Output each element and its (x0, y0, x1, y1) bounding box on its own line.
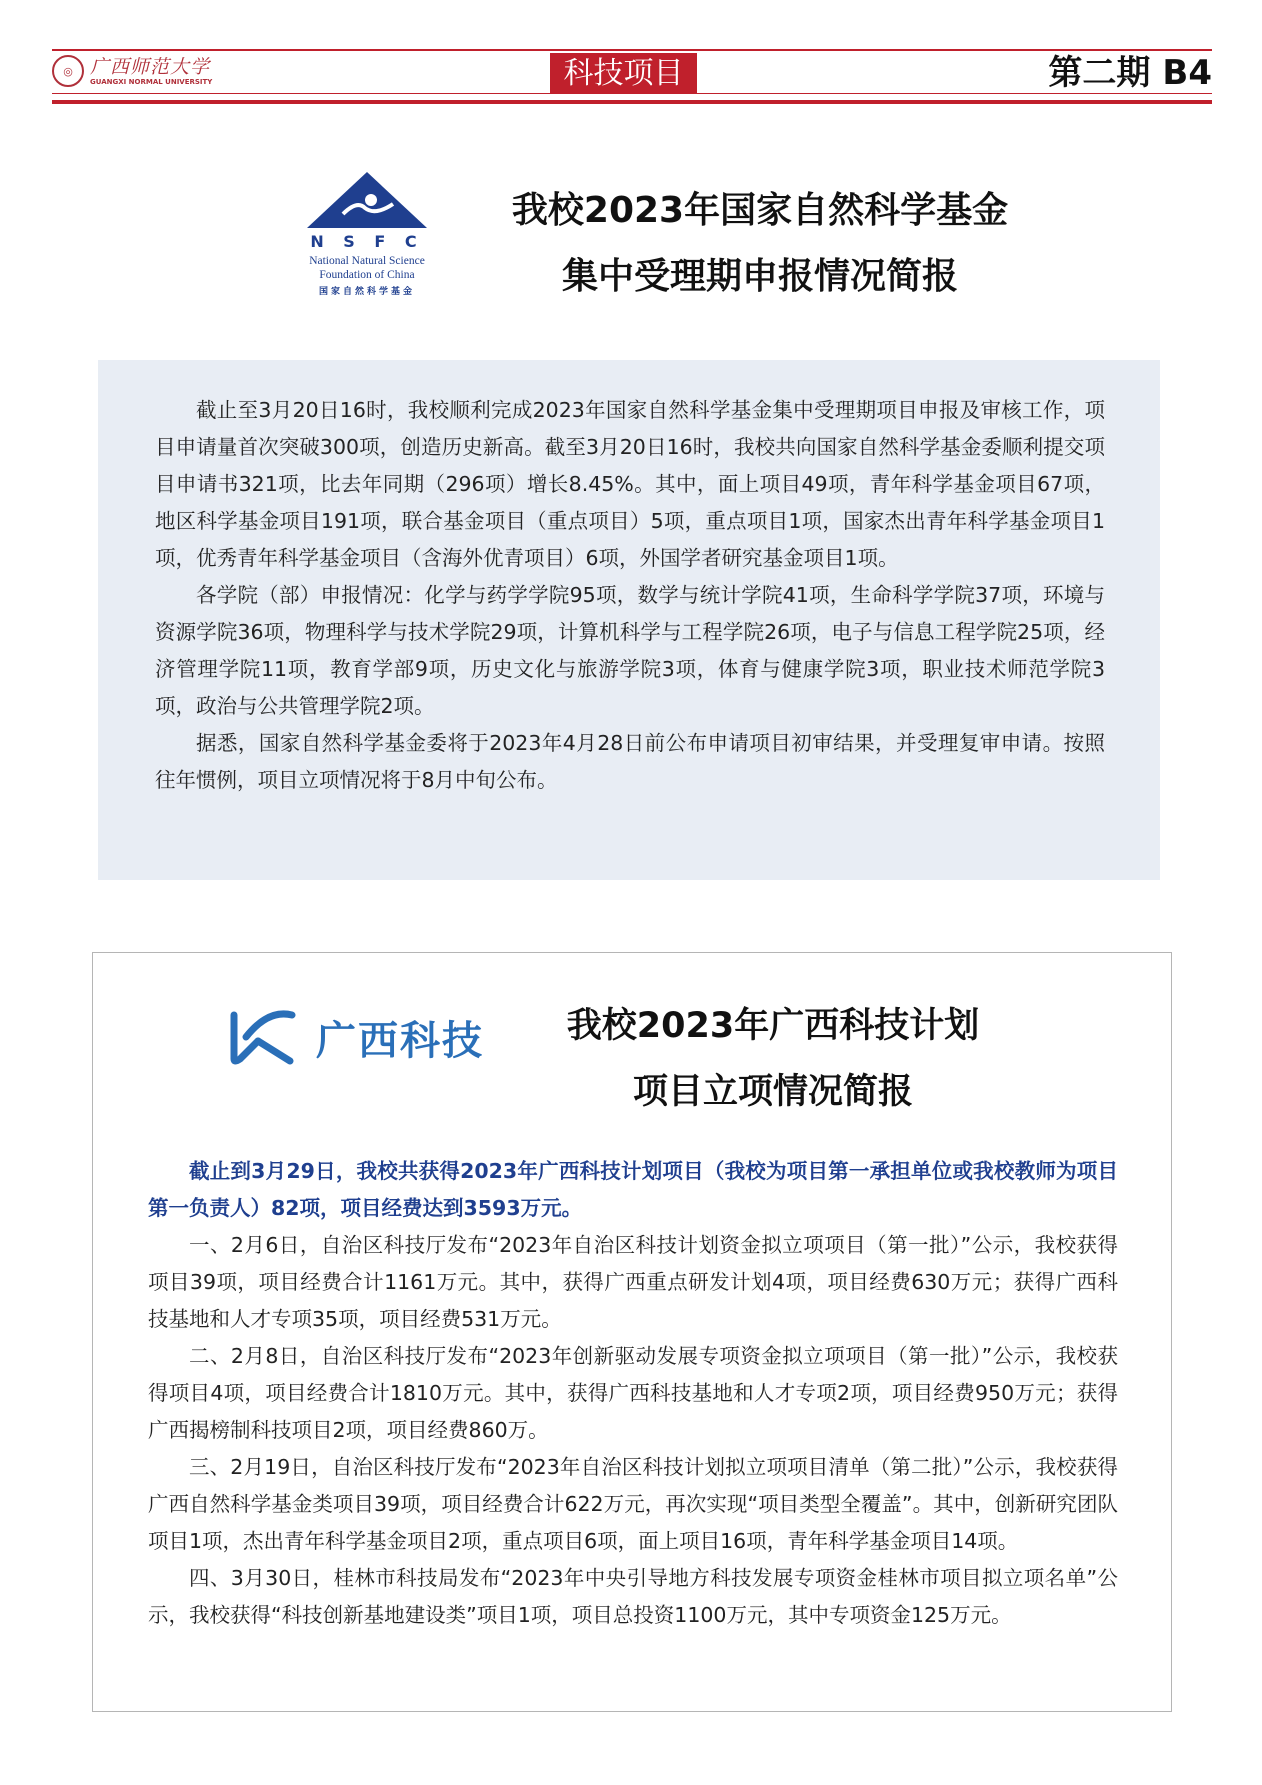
nsfc-article-body (155, 392, 1105, 799)
university-seal-icon: ◎ (52, 55, 84, 87)
guangxi-article-body (148, 1153, 1118, 1634)
guangxi-tech-name: 广西科技 (316, 1017, 484, 1064)
guangxi-paragraph: 二、2月8日，自治区科技厅发布“2023年创新驱动发展专项资金拟立项项目（第一批）”公示，我校获得项目4项，项目经费合计1810万元。其中，获得广西科技基地和人才专项2项，项目经费950万元；获得广西揭榜制科技项目2项，项目经费860万。 (148, 1344, 1118, 1442)
page-number: B4 (1162, 53, 1212, 93)
nsfc-article-title (470, 178, 1050, 310)
header-rule-thick (52, 100, 1212, 104)
guangxi-article-title (523, 993, 1023, 1125)
guangxi-paragraph: 三、2月19日，自治区科技厅发布“2023年自治区科技计划拟立项项目清单（第二批）”公示，我校获得广西自然科学基金类项目39项，项目经费合计622万元，再次实现“项目类型全覆盖”。其中，创新研究团队项目1项，杰出青年科学基金项目2项，重点项目6项，面上项目16项，青年科学基金项目14项。 (148, 1455, 1118, 1553)
university-name-cn: 广西师范大学 (90, 55, 211, 78)
nsfc-paragraph: 截止至3月20日16时，我校顺利完成2023年国家自然科学基金集中受理期项目申报及审核工作，项目申请量首次突破300项，创造历史新高。截至3月20日16时，我校共向国家自然科学基金委顺利提交项目申请书321项，比去年同期（296项）增长8.45%。其中，面上项目49项，青年科学基金项目67项，地区科学基金项目191项，联合基金项目（重点项目）5项，重点项目1项，国家杰出青年科学基金项目1项，优秀青年科学基金项目（含海外优青项目）6项，外国学者研究基金项目1项。 (155, 398, 1105, 570)
guangxi-title-line2: 项目立项情况简报 (632, 1072, 913, 1112)
guangxi-tech-logo (228, 1007, 484, 1067)
guangxi-lead-paragraph: 截止到3月29日，我校共获得2023年广西科技计划项目（我校为项目第一承担单位或我校教师为项目第一负责人）82项，项目经费达到3593万元。 (148, 1159, 1118, 1220)
header-rule-thin (52, 93, 1212, 94)
nsfc-paragraph: 据悉，国家自然科学基金委将于2023年4月28日前公布申请项目初审结果，并受理复审申请。按照往年惯例，项目立项情况将于8月中旬公布。 (155, 731, 1105, 792)
nsfc-letters: N S F C (310, 232, 424, 251)
nsfc-english-name (292, 254, 442, 282)
nsfc-article-box (98, 360, 1160, 880)
university-logo (52, 55, 212, 87)
issue-label (1036, 50, 1212, 96)
university-name-en: GUANGXI NORMAL UNIVERSITY (90, 77, 213, 86)
guangxi-tech-k-icon (228, 1007, 298, 1067)
nsfc-title-line2: 集中受理期申报情况简报 (561, 256, 958, 297)
nsfc-chinese-name: 国家自然科学基金 (318, 287, 415, 297)
guangxi-paragraph: 一、2月6日，自治区科技厅发布“2023年自治区科技计划资金拟立项项目（第一批）”公示，我校获得项目39项，项目经费合计1161万元。其中，获得广西重点研发计划4项，项目经费630万元；获得广西科技基地和人才专项35项，项目经费531万元。 (148, 1233, 1118, 1331)
nsfc-english-line2: Foundation of China (319, 269, 415, 281)
nsfc-triangle-icon (305, 170, 429, 230)
nsfc-english-line1: National Natural Science (309, 255, 425, 267)
section-tag: 科技项目 (550, 53, 697, 94)
guangxi-paragraph: 四、3月30日，桂林市科技局发布“2023年中央引导地方科技发展专项资金桂林市项目拟立项名单”公示，我校获得“科技创新基地建设类”项目1项，项目总投资1100万元，其中专项资金125万元。 (148, 1566, 1118, 1627)
nsfc-title-line1: 我校2023年国家自然科学基金 (511, 190, 1009, 231)
nsfc-paragraph: 各学院（部）申报情况：化学与药学学院95项，数学与统计学院41项，生命科学学院37项，环境与资源学院36项，物理科学与技术学院29项，计算机科学与工程学院26项，电子与信息工程学院25项，经济管理学院11项，教育学部9项，历史文化与旅游学院3项，体育与健康学院3项，职业技术师范学院3项，政治与公共管理学院2项。 (155, 583, 1105, 718)
nsfc-logo (292, 170, 442, 305)
guangxi-article-box (92, 952, 1172, 1712)
issue-number: 第二期 (1048, 53, 1151, 93)
guangxi-title-line1: 我校2023年广西科技计划 (566, 1006, 980, 1046)
